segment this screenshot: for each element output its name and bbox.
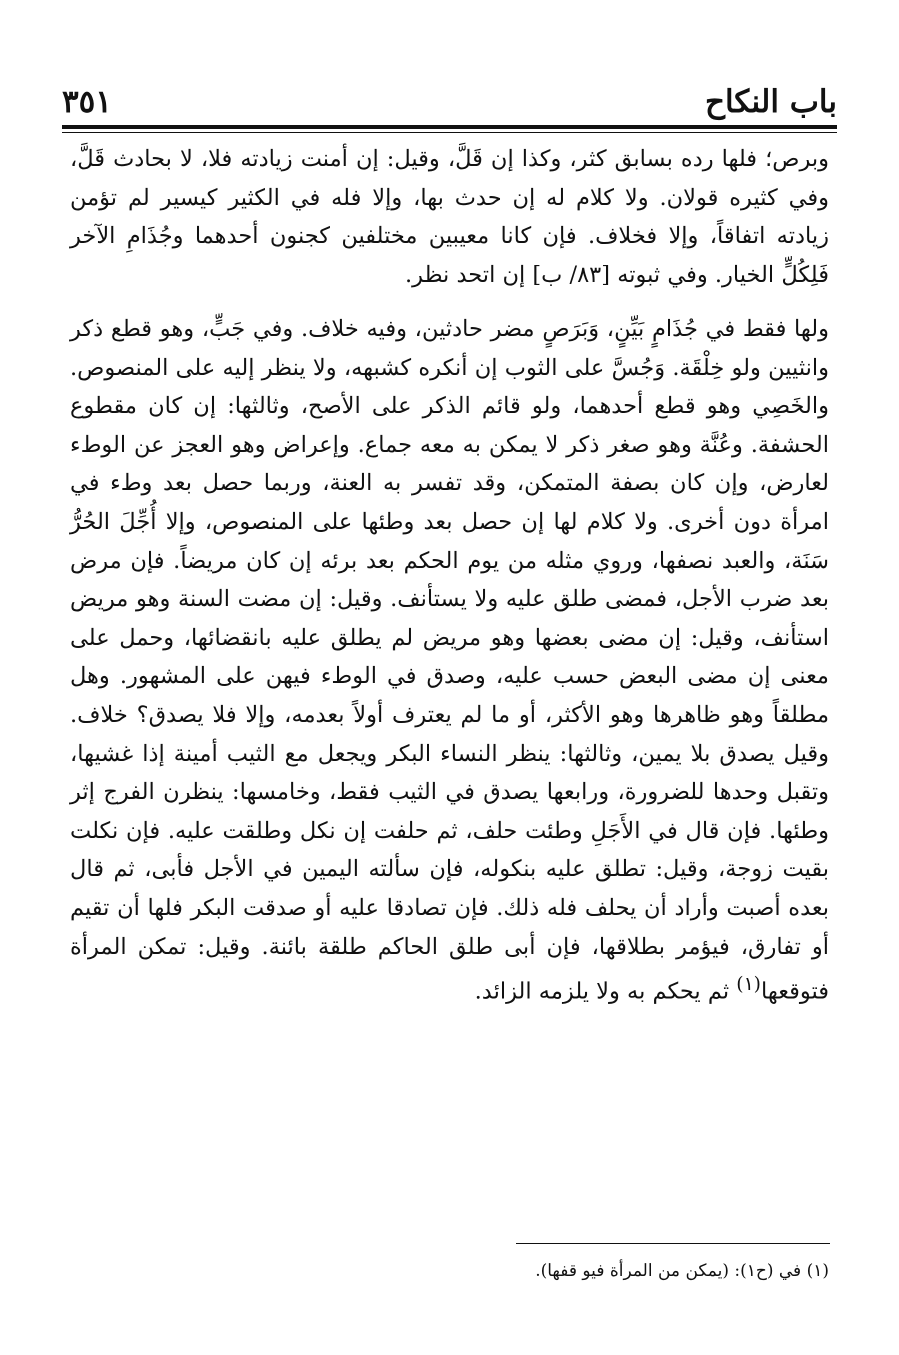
footnote-reference[interactable]: (١) bbox=[736, 974, 761, 996]
page-header bbox=[62, 68, 837, 120]
header-rule-thick bbox=[62, 125, 837, 129]
main-text bbox=[70, 140, 829, 1011]
footnote-separator bbox=[516, 1243, 830, 1244]
paragraph-2-text: ولها فقط في جُذَامٍ بَيِّنٍ، وَبَرَصٍ مضر حادثين، وفيه خلاف. وفي جَبٍّ، وهو قطع ذكر وانثيين ولو خِلْقَة. وَجُسَّ على الثوب إن أنكره كشبهه، ولا ينظر إليه على المنصوص. والخَصِي وهو قطع أحدهما، ولو قائم الذكر على الأصح، وثالثها: إن كان مقطوع الحشفة. وعُنَّة وهو صغر ذكر لا يمكن به معه جماع. وإعراض وهو العجز عن الوطء لعارض، وإن كان بصفة المتمكن، وقد تفسر به العنة، وربما حصل بعد وطء في امرأة دون أخرى. ولا كلام لها إن حصل بعد وطئها على المنصوص، وإلا أُجِّلَ الحُرُّ سَنَة، والعبد نصفها، وروي مثله من يوم الحكم بعد برئه إن كان مريضاً. فإن مرض بعد ضرب الأجل، فمضى طلق عليه ولا يستأنف. وقيل: إن مضت السنة وهو مريض استأنف، وقيل: إن مضى بعضها وهو مريض لم يطلق عليه بانقضائها، وحمل على معنى إن مضى البعض حسب عليه، وصدق في الوطء فيهن على المشهور. وهل مطلقاً وهو ظاهرها وهو الأكثر، أو ما لم يعترف أولاً بعدمه، وإلا فلا يصدق؟ خلاف. وقيل يصدق بلا يمين، وثالثها: ينظر النساء البكر ويجعل مع الثيب أمينة إذا غشيها، وتقبل وحدها للضرورة، ورابعها يصدق في الثيب فقط، وخامسها: ينظرن الفرج إثر وطئها. فإن قال في الأَجَلِ وطئت حلف، ثم حلفت إن نكل وطلقت عليه. فإن نكلت بقيت زوجة، وقيل: تطلق عليه بنكوله، فإن سألته اليمين في الأجل فأبى، ثم قال بعده أصبت وأراد أن يحلف فله ذلك. فإن تصادقا عليه أو صدقت البكر فلها أن تقيم أو تفارق، فيؤمر بطلاقها، فإن أبى طلق الحاكم طلقة بائنة. وقيل: تمكن المرأة فتوقعها bbox=[70, 316, 829, 1005]
header-rule-thin bbox=[62, 132, 837, 133]
paragraph-2-end: ثم يحكم به ولا يلزمه الزائد. bbox=[474, 978, 737, 1005]
chapter-title: باب النكاح bbox=[704, 84, 837, 120]
footnote: (١) في (ح١): (يمكن من المرأة فيو قفها). bbox=[535, 1261, 829, 1281]
paragraph-1: وبرص؛ فلها رده بسابق كثر، وكذا إن قَلَّ، وقيل: إن أمنت زيادته فلا، لا بحادث قَلَّ، وفي كثيره قولان. ولا كلام له إن حدث بها، وإلا فله في الكثير كيسير لم تؤمن زيادته اتفاقاً، وإلا فخلاف. فإن كانا معيبين مختلفين كجنون أحدهما وجُذَامِ الآخر فَلِكُلٍّ الخيار. وفي ثبوته [٨٣/ ب] إن اتحد نظر. bbox=[70, 146, 829, 288]
page-number: ٣٥١ bbox=[62, 84, 112, 120]
paragraph-2 bbox=[70, 310, 829, 1011]
